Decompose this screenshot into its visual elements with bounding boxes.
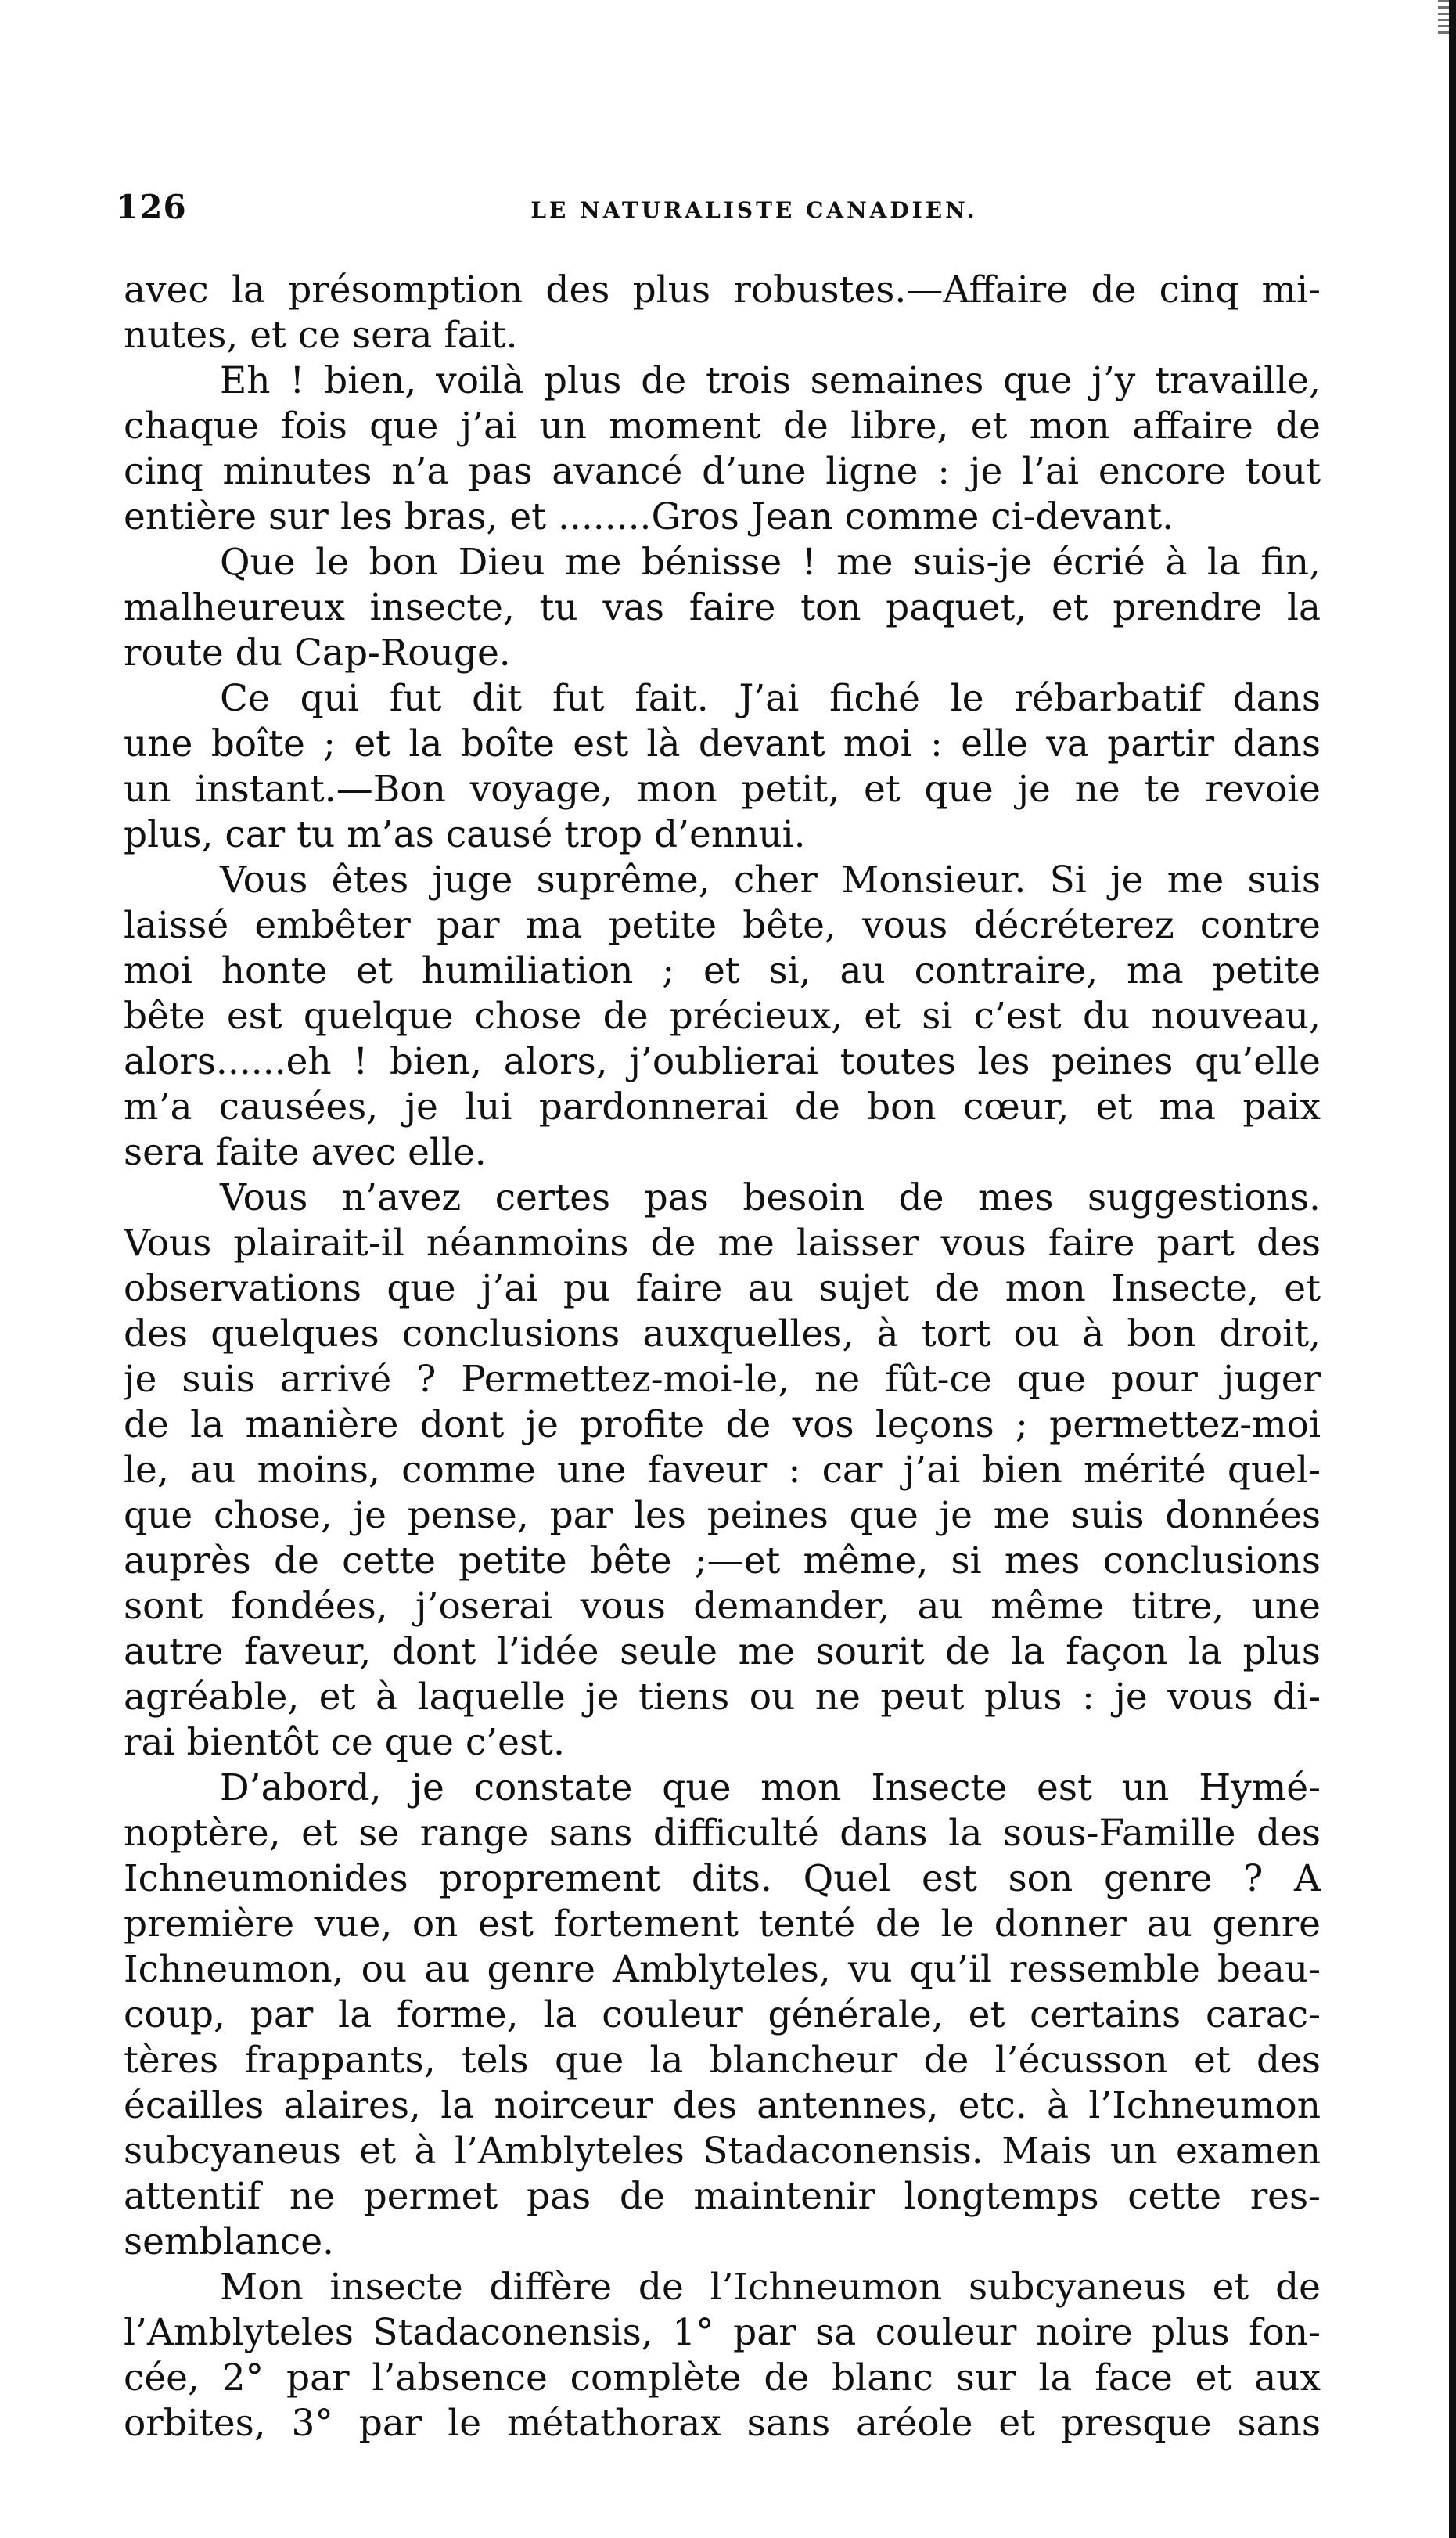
text-line: chaque fois que j’ai un moment de libre, et mon affaire de [124,405,1321,448]
text-line: bête est quelque chose de précieux, et si c’est du nouveau, [124,995,1321,1038]
text-line: autre faveur, dont l’idée seule me sourit de la façon la plus [124,1630,1321,1673]
text-line: cée, 2° par l’absence complète de blanc sur la face et aux [124,2356,1321,2399]
text-line: rai bientôt ce que c’est. [124,1721,565,1764]
text-line: écailles alaires, la noirceur des antennes, etc. à l’Ichneumon [124,2084,1321,2127]
page-number: 126 [116,188,187,226]
text-line: Ichneumon, ou au genre Amblyteles, vu qu’il ressemble beau- [124,1948,1321,1991]
text-line: une boîte ; et la boîte est là devant moi : elle va partir dans [124,722,1321,765]
text-line: le, au moins, comme une faveur : car j’ai bien mérité quel- [124,1449,1321,1492]
text-line: plus, car tu m’as causé trop d’ennui. [124,813,806,856]
text-line: l’Amblyteles Stadaconensis, 1° par sa couleur noire plus fon- [124,2311,1321,2354]
text-line: sont fondées, j’oserai vous demander, au même titre, une [124,1585,1321,1628]
text-line: Eh ! bien, voilà plus de trois semaines que j’y travaille, [220,359,1321,402]
text-line: coup, par la forme, la couleur générale, et certains carac- [124,1993,1321,2036]
text-line: sera faite avec elle. [124,1131,487,1174]
page-edge-specks [1438,0,1449,38]
text-line: observations que j’ai pu faire au sujet de mon Insecte, et [124,1267,1321,1310]
text-line: agréable, et à laquelle je tiens ou ne peut plus : je vous di- [124,1676,1321,1719]
page-edge-shadow [1449,0,1456,2538]
text-line: de la manière dont je profite de vos leçons ; permettez-moi [124,1403,1321,1446]
text-line: alors......eh ! bien, alors, j’oublierai toutes les peines qu’elle [124,1040,1321,1083]
text-line: Mon insecte diffère de l’Ichneumon subcyaneus et de [220,2266,1321,2309]
text-line: Ichneumonides proprement dits. Quel est son genre ? A [124,1857,1321,1900]
text-line: orbites, 3° par le métathorax sans aréole et presque sans [124,2402,1321,2445]
text-line: auprès de cette petite bête ;—et même, si mes conclusions [124,1539,1321,1582]
text-line: malheureux insecte, tu vas faire ton paquet, et prendre la [124,586,1321,629]
text-line: que chose, je pense, par les peines que je me suis données [124,1494,1321,1537]
text-line: m’a causées, je lui pardonnerai de bon cœur, et ma paix [124,1085,1321,1129]
text-line: Ce qui fut dit fut fait. J’ai fiché le rébarbatif dans [220,677,1321,720]
running-title: LE NATURALISTE CANADIEN. [530,197,978,223]
text-line: subcyaneus et à l’Amblyteles Stadaconensis. Mais un examen [124,2129,1321,2173]
text-line: un instant.—Bon voyage, mon petit, et que je ne te revoie [124,768,1321,811]
text-line: moi honte et humiliation ; et si, au contraire, ma petite [124,949,1321,992]
text-line: Vous n’avez certes pas besoin de mes suggestions. [220,1176,1321,1219]
text-line: nutes, et ce sera fait. [124,314,518,357]
text-line: entière sur les bras, et ........Gros Jean comme ci-devant. [124,495,1174,538]
text-line: D’abord, je constate que mon Insecte est un Hymé- [220,1766,1321,1809]
text-line: tères frappants, tels que la blancheur de l’écusson et des [124,2039,1321,2082]
text-line: noptère, et se range sans difficulté dans la sous-Famille des [124,1812,1321,1855]
page-header [116,188,1322,235]
text-line: semblance. [124,2220,334,2263]
text-line: Vous êtes juge suprême, cher Monsieur. Si je me suis [220,859,1321,902]
body-text [124,268,1321,2446]
text-line: avec la présomption des plus robustes.—Affaire de cinq mi- [124,268,1321,311]
text-line: Vous plairait-il néanmoins de me laisser vous faire part des [124,1222,1321,1265]
text-line: laissé embêter par ma petite bête, vous décréterez contre [124,904,1321,947]
text-line: route du Cap-Rouge. [124,632,511,675]
text-line: première vue, on est fortement tenté de le donner au genre [124,1903,1321,1946]
text-line: attentif ne permet pas de maintenir longtemps cette res- [124,2175,1321,2218]
text-line: je suis arrivé ? Permettez-moi-le, ne fût-ce que pour juger [124,1358,1321,1401]
text-line: cinq minutes n’a pas avancé d’une ligne : je l’ai encore tout [124,450,1321,493]
text-line: des quelques conclusions auxquelles, à tort ou à bon droit, [124,1312,1321,1355]
text-line: Que le bon Dieu me bénisse ! me suis-je écrié à la fin, [220,541,1321,584]
